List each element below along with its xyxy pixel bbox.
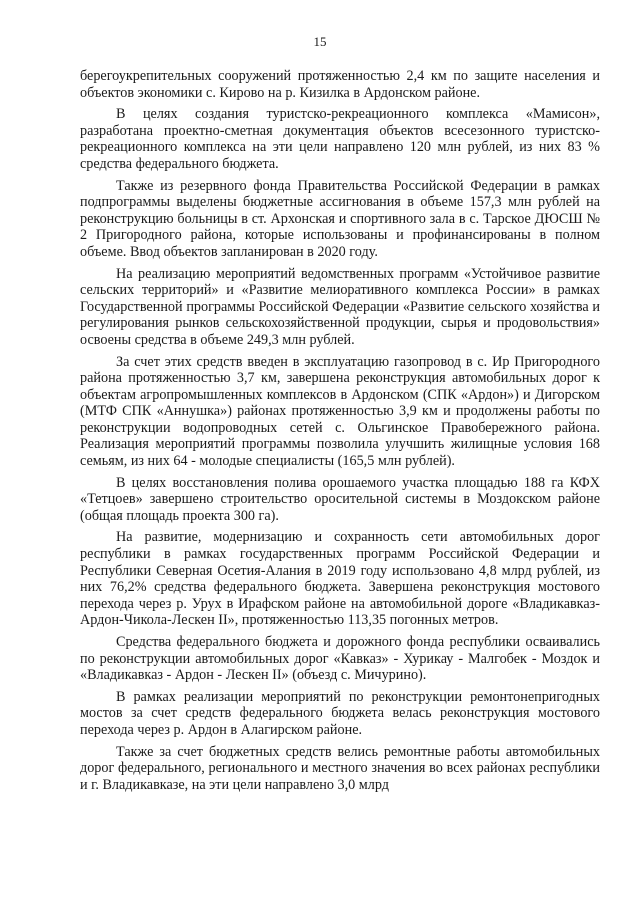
paragraph: берегоукрепительных сооружений протяженностью 2,4 км по защите населения и объектов экономики с. Кирово на р. Кизилка в Ардонском районе.	[80, 68, 600, 101]
paragraph: Средства федерального бюджета и дорожного фонда республики осваивались по реконструкции автомобильных дорог «Кавказ» - Хурикау - Малгобек - Моздок и «Владикавказ - Ардон - Лескен II» (объезд с. Мичурино).	[80, 634, 600, 684]
page-number: 15	[313, 34, 327, 49]
paragraph: В целях восстановления полива орошаемого участка площадью 188 га КФХ «Тетцоев» завершено строительство оросительной системы в Моздокском районе (общая площадь проекта 300 га).	[80, 474, 600, 524]
paragraph: Также из резервного фонда Правительства Российской Федерации в рамках подпрограммы выделены бюджетные ассигнования в объеме 157,3 млн рублей на реконструкцию больницы в ст. Архонская и спортивного зала в с. Тарское ДЮСШ № 2 Пригородного района, которые использованы и профинансированы в полном объеме. Ввод объектов запланирован в 2020 году.	[80, 177, 600, 260]
paragraph: В целях создания туристско-рекреационного комплекса «Мамисон», разработана проектно-сметная документация объектов всесезонного туристско-рекреационного комплекса на эти цели направлено 120 млн рублей, из них 83 % средства федерального бюджета.	[80, 106, 600, 172]
paragraph: За счет этих средств введен в эксплуатацию газопровод в с. Ир Пригородного района протяженностью 3,7 км, завершена реконструкция автомобильных дорог к объектам агропромышленных комплексов в Ардонском (СПК «Ардон») и Дигорском (МТФ СПК «Аннушка») районах протяженностью 3,9 км и продолжены работы по реконструкции водопроводных сетей с. Ольгинское Правобережного района. Реализация мероприятий программы позволила улучшить жилищные условия 168 семьям, из них 64 - молодые специалисты (165,5 млн рублей).	[80, 353, 600, 470]
paragraph: В рамках реализации мероприятий по реконструкции ремонтонепригодных мостов за счет средств федерального бюджета велась реконструкция мостового перехода через р. Ардон в Алагирском районе.	[80, 688, 600, 738]
paragraph: Также за счет бюджетных средств велись ремонтные работы автомобильных дорог федерального, регионального и местного значения во всех районах республики и г. Владикавказе, на эти цели направлено 3,0 млрд	[80, 743, 600, 793]
paragraph: На развитие, модернизацию и сохранность сети автомобильных дорог республики в рамках государственных программ Российской Федерации и Республики Северная Осетия-Алания в 2019 году использовано 4,8 млрд рублей, из них 76,2% средства федерального бюджета. Завершена реконструкция мостового перехода через р. Урух в Ирафском районе на автомобильной дороге «Владикавказ-Ардон-Чикола-Лескен II», протяженностью 113,35 погонных метров.	[80, 529, 600, 629]
document-body	[80, 68, 600, 798]
paragraph: На реализацию мероприятий ведомственных программ «Устойчивое развитие сельских территорий» и «Развитие мелиоративного комплекса России» в рамках Государственной программы Российской Федерации «Развитие сельского хозяйства и регулирования рынков сельскохозяйственной продукции, сырья и продовольствия» освоены средства в объеме 249,3 млн рублей.	[80, 265, 600, 348]
